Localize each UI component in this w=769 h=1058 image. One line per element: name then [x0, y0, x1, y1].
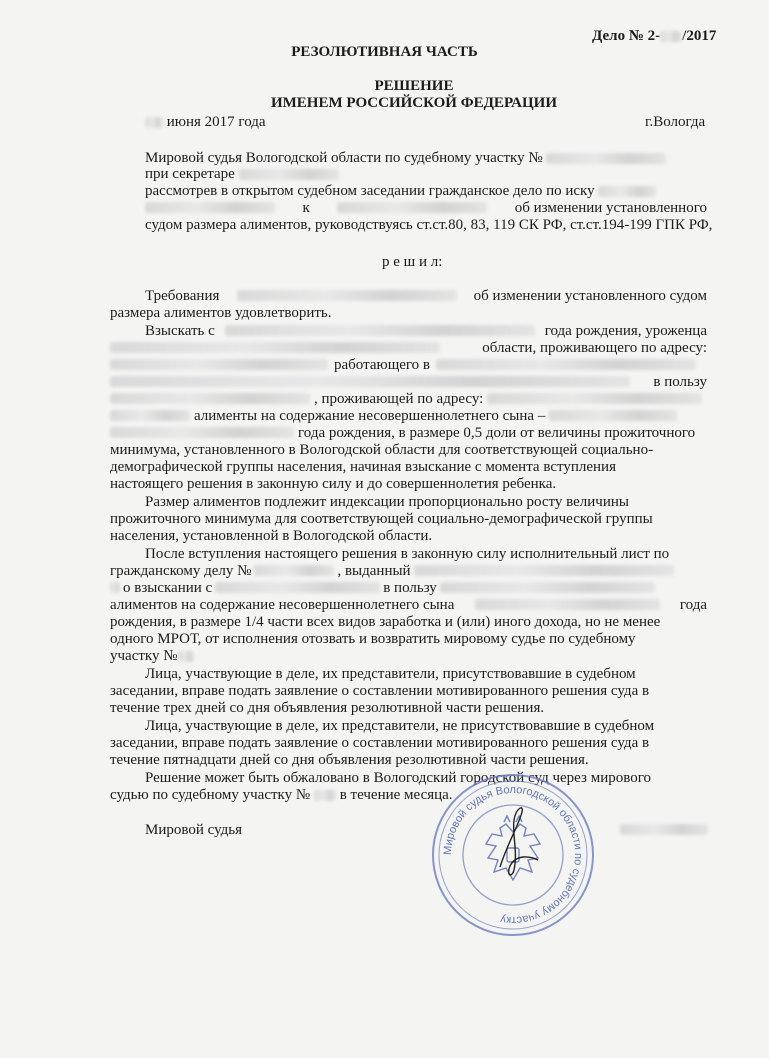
resolved-heading: р е ш и л: [382, 254, 443, 270]
p6-line2: заседании, вправе подать заявление о составлении мотивированного решения суда в [110, 735, 650, 751]
p4-about-text: о взыскании с [123, 580, 213, 596]
p4-line6: одного МРОТ, от исполнения отозвать и возвратить мировому судье по судебному [110, 631, 636, 647]
p4-district-text: участку № [110, 648, 178, 664]
redacted-employer [436, 359, 696, 370]
redacted-day [145, 117, 163, 128]
redacted-address-1 [110, 359, 328, 370]
p7-line1: Решение может быть обжаловано в Вологодский городской суд через мирового [145, 770, 651, 786]
p5-line1: Лица, участвующие в деле, их представители, присутствовавшие в судебном [145, 666, 636, 682]
p2-region-text: области, проживающего по адресу: [482, 340, 707, 356]
redacted-case-ref [254, 565, 334, 576]
considering-line-text: рассмотрев в открытом судебном заседании гражданское дело по иску [145, 183, 595, 199]
decision-date [145, 112, 266, 132]
object-line-text: об изменении установленного [514, 200, 707, 216]
case-number-suffix: /2017 [682, 28, 717, 44]
redacted-son [475, 599, 660, 610]
p6-line1: Лица, участвующие в деле, их представители, не присутствовавшие в судебном [145, 718, 655, 734]
case-number-prefix: Дело № 2- [592, 28, 661, 44]
redacted-name-1 [237, 290, 457, 301]
date-text: июня 2017 года [166, 114, 266, 130]
p5-line3: течение трех дней со дня объявления резолютивной части решения. [110, 700, 545, 716]
p3-line3: населения, установленной в Вологодской области. [110, 528, 433, 544]
redacted-birthplace [110, 342, 440, 353]
p4-line5: рождения, в размере 1/4 части всех видов заработка и (или) иного дохода, но не менее [110, 614, 661, 630]
redacted-debtor [215, 582, 380, 593]
legal-basis-line: судом размера алиментов, руководствуясь ст.ст.80, 83, 119 СК РФ, ст.ст.194-199 ГПК РФ, [145, 217, 713, 233]
p4-line1: После вступления настоящего решения в законную силу исполнительный лист по [145, 546, 670, 562]
k-text: к [302, 200, 310, 216]
p1-change-text: об изменении установленного судом [473, 288, 707, 304]
redacted-plaintiff-name [145, 202, 275, 213]
p4-alimony-text: алиментов на содержание несовершеннолетнего сына [110, 597, 455, 613]
redacted-secretary-name [239, 169, 339, 180]
federation-title: ИМЕНЕМ РОССИЙСКОЙ ФЕДЕРАЦИИ [270, 95, 558, 111]
p7-line2 [110, 785, 453, 805]
redacted-recipient [110, 393, 310, 404]
judge-line-text: Мировой судья Вологодской области по судебному участку № [145, 150, 543, 166]
redacted-district-2 [314, 790, 336, 801]
redacted-district [178, 651, 194, 662]
decision-city: г.Вологда [645, 114, 706, 130]
p2-residing-text: , проживающей по адресу: [314, 391, 484, 407]
redacted-child-name [549, 410, 677, 421]
p2-line8: минимума, установленного в Вологодской области для соответствующей социально- [110, 442, 654, 458]
p2-line9: демографической группы населения, начиная взыскание с момента вступления [110, 459, 616, 475]
redacted-payer [225, 325, 535, 336]
p7-month-text: в течение месяца. [339, 787, 453, 803]
redacted-child-dob [110, 427, 294, 438]
p4-issued-text: , выданный [337, 563, 411, 579]
p4-case-text: гражданскому делу № [110, 563, 252, 579]
p1-line2: размера алиментов удовлетворить. [110, 305, 332, 321]
p3-line2: прожиточного минимума для соответствующей социально-демографической группы [110, 511, 653, 527]
signature-label: Мировой судья [145, 822, 243, 838]
redacted-address-2 [487, 393, 702, 404]
redacted-judge-signature-name [620, 824, 708, 835]
p2-working-text: работающего в [334, 357, 431, 373]
p7-district-text: судью по судебному участку № [110, 787, 311, 803]
redacted-judge-name [546, 153, 666, 164]
p4-in-favor-text: в пользу [383, 580, 437, 596]
court-seal [430, 772, 596, 938]
seal-ring-text: Мировой судья Вологодской области по судебному участку [441, 783, 585, 927]
decision-title: РЕШЕНИЕ [374, 78, 454, 94]
p2-recover-text: Взыскать с [145, 323, 215, 339]
redacted-defendant [337, 202, 487, 213]
p5-line2: заседании, вправе подать заявление о составлении мотивированного решения суда в [110, 683, 650, 699]
secretary-line-text: при секретаре [145, 166, 235, 182]
redacted-issuer [414, 565, 674, 576]
part-title: РЕЗОЛЮТИВНАЯ ЧАСТЬ [291, 44, 478, 60]
redacted-issuer-2 [110, 582, 120, 593]
p2-line10: настоящего решения в законную силу и до совершеннолетия ребенка. [110, 476, 557, 492]
p2-share-text: года рождения, в размере 0,5 доли от величины прожиточного [298, 425, 696, 441]
redacted-address-3 [110, 410, 190, 421]
redacted-plaintiff [598, 186, 656, 197]
p2-birth-text: года рождения, уроженца [544, 323, 707, 339]
p2-in-favor-text: в пользу [653, 374, 707, 390]
redacted-case-number [660, 31, 682, 42]
p4-year-text: года [679, 597, 707, 613]
redacted-creditor [440, 582, 655, 593]
p1-requirements-text: Требования [145, 288, 220, 304]
p3-line1: Размер алиментов подлежит индексации пропорционально росту величины [145, 494, 629, 510]
p4-line7 [110, 646, 194, 666]
redacted-employer-2 [110, 376, 630, 387]
p2-alimony-text: алименты на содержание несовершеннолетнего сына – [194, 408, 546, 424]
p6-line3: течение пятнадцати дней со дня объявления резолютивной части решения. [110, 752, 589, 768]
